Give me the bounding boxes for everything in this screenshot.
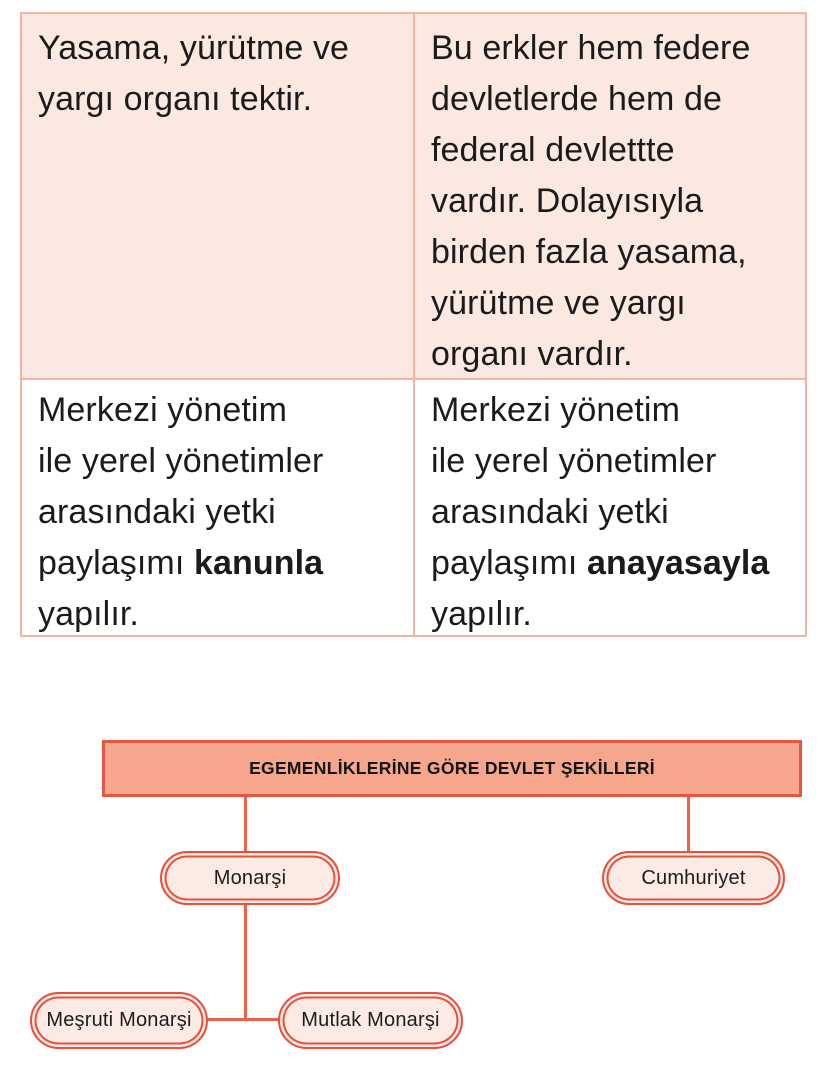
connector-line-monarsi-to-children: [244, 903, 247, 1021]
node-label: Mutlak Monarşi: [301, 1009, 440, 1031]
text-line: organı vardır.: [431, 335, 633, 373]
text-line: Merkezi yönetim: [38, 391, 288, 429]
node-label: Monarşi: [213, 866, 287, 889]
node-label: Cumhuriyet: [641, 866, 746, 889]
diagram-title-banner: [102, 740, 802, 797]
node-cumhuriyet: [602, 851, 785, 905]
text-line: federal devlettte: [431, 131, 675, 169]
text-line: arasındaki yetki: [38, 493, 276, 531]
table-cell-row1-left: [22, 14, 415, 380]
table-cell-row2-right: [415, 380, 805, 635]
text-line: Bu erkler hem federe: [431, 29, 751, 67]
text-line: vardır. Dolayısıyla: [431, 182, 704, 220]
table-cell-row1-right: [415, 14, 805, 380]
text-line: devletlerde hem de: [431, 80, 722, 118]
text-line: arasındaki yetki: [431, 493, 669, 531]
node-mutlak-monarsi: [278, 992, 463, 1049]
text-line: paylaşımı kanunla: [38, 544, 324, 582]
text-line: birden fazla yasama,: [431, 233, 747, 271]
node-mesruti-monarsi: [30, 992, 208, 1049]
node-label: Meşruti Monarşi: [46, 1009, 192, 1031]
emphasized-word: anayasayla: [586, 544, 770, 582]
text-line: yürütme ve yargı: [431, 284, 686, 322]
comparison-table: [20, 12, 807, 637]
text-line: ile yerel yönetimler: [38, 442, 324, 480]
text-line: yargı organı tektir.: [38, 80, 313, 118]
table-cell-row2-left: [22, 380, 415, 635]
text-line: yapılır.: [431, 595, 532, 633]
diagram-title: EGEMENLİKLERİNE GÖRE DEVLET ŞEKİLLERİ: [249, 758, 655, 778]
text-line: ile yerel yönetimler: [431, 442, 717, 480]
connector-line-banner-to-monarsi: [244, 797, 247, 852]
text-line: Merkezi yönetim: [431, 391, 681, 429]
connector-line-children-horizontal: [205, 1018, 281, 1021]
text-line: yapılır.: [38, 595, 139, 633]
text-line: paylaşımı anayasayla: [431, 544, 770, 582]
connector-line-banner-to-cumhuriyet: [687, 797, 690, 852]
emphasized-word: kanunla: [193, 544, 324, 582]
node-monarsi: [160, 851, 340, 905]
text-line: Yasama, yürütme ve: [38, 29, 350, 67]
